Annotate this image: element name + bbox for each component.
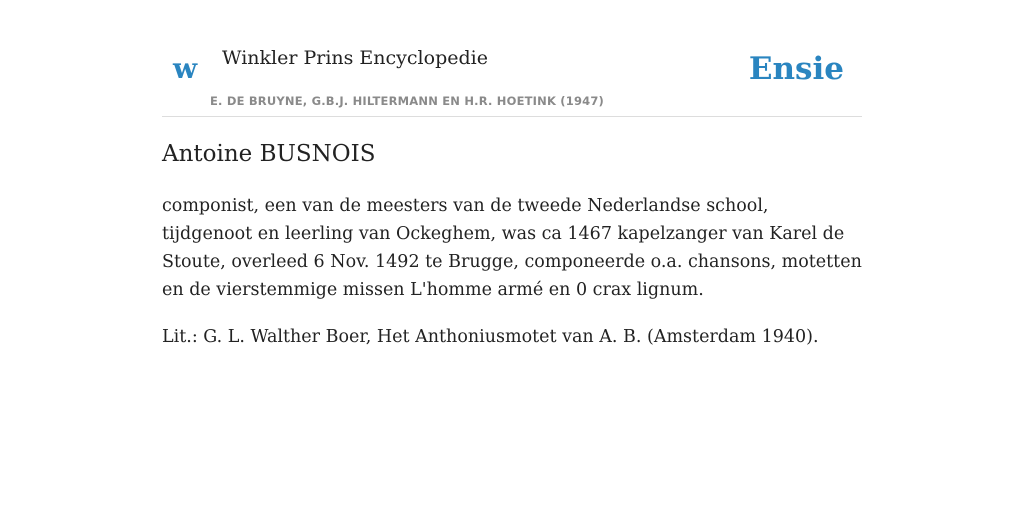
header — [162, 0, 862, 117]
page-container — [162, 0, 862, 347]
entry-literature: Lit.: G. L. Walther Boer, Het Anthoniusmotet van A. B. (Amsterdam 1940). — [162, 327, 819, 347]
ensie-logo-link[interactable]: Ensie — [748, 51, 844, 87]
book-title-link[interactable]: Winkler Prins Encyclopedie — [222, 47, 488, 69]
book-authors: E. DE BRUYNE, G.B.J. HILTERMANN EN H.R. HOETINK (1947) — [210, 94, 605, 108]
entry-title: Antoine BUSNOIS — [162, 141, 376, 167]
entry-body: componist, een van de meesters van de tweede Nederlandse school, tijdgenoot en leerling van Ockeghem, was ca 1467 kapelzanger van Karel de Stoute, overleed 6 Nov. 1492 te Brugge, componeerde o.a. chansons, motetten en de vierstemmige missen L'homme armé en 0 crax lignum. — [162, 196, 862, 300]
winkler-prins-logo[interactable]: w — [173, 52, 198, 85]
